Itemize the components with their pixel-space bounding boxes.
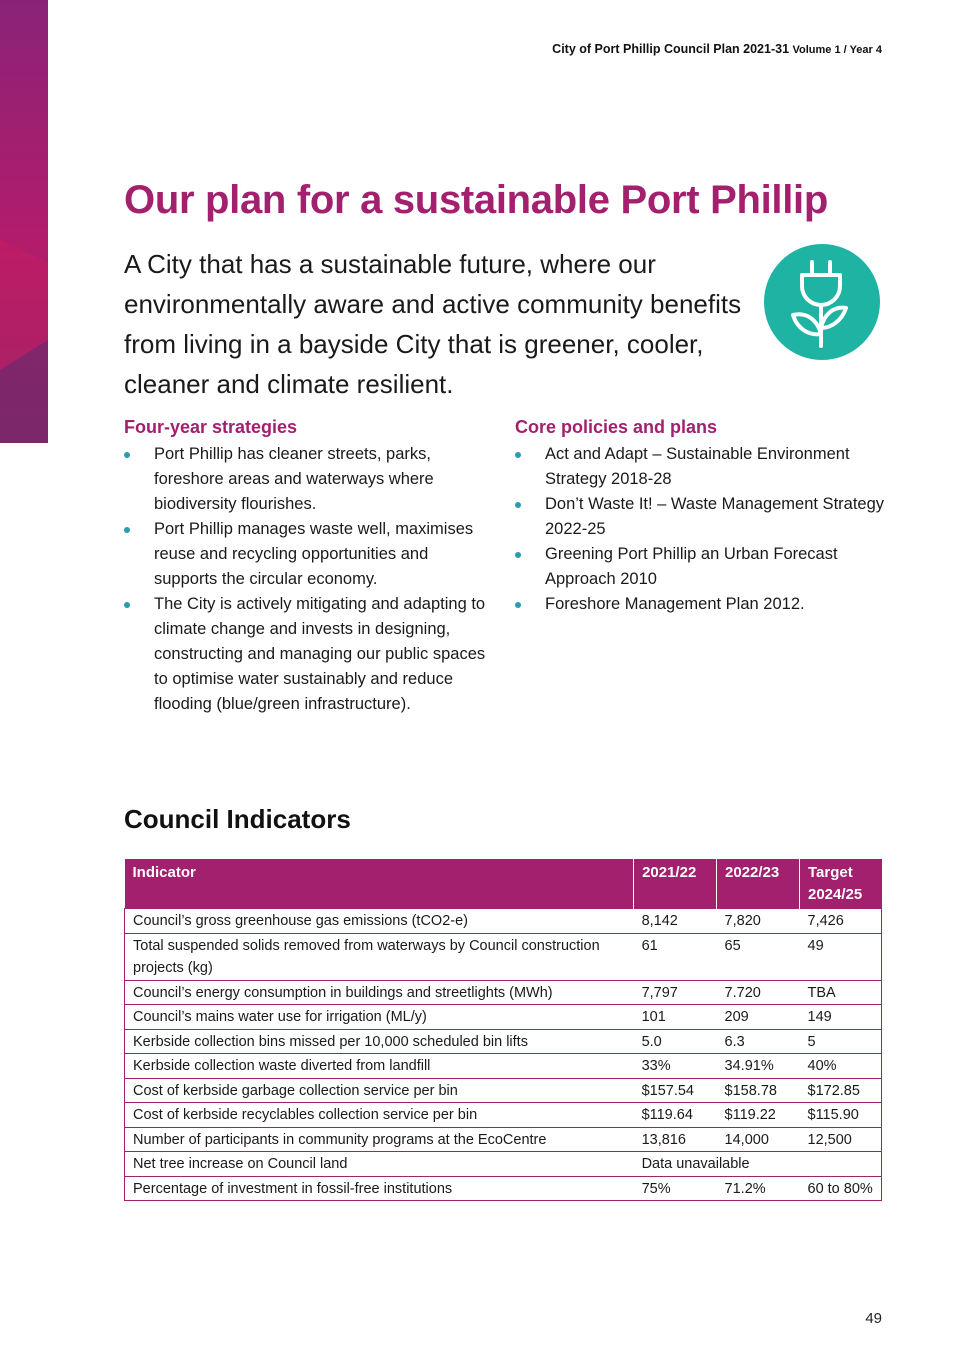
bullet-icon [124, 602, 130, 608]
table-cell: 61 [634, 933, 717, 980]
table-cell: 34.91% [717, 1054, 800, 1079]
table-cell: 14,000 [717, 1127, 800, 1152]
document-title: City of Port Phillip Council Plan 2021-31 [552, 42, 790, 56]
core-policies-section [515, 414, 887, 617]
table-cell: 8,142 [634, 909, 717, 934]
bullet-icon [124, 527, 130, 533]
list-item: Act and Adapt – Sustainable Environment Strategy 2018-28 [515, 442, 887, 492]
running-header [552, 42, 882, 56]
table-cell: Kerbside collection bins missed per 10,000 scheduled bin lifts [125, 1029, 634, 1054]
table-row [125, 1005, 882, 1030]
table-cell: 7.720 [717, 980, 800, 1005]
table-cell: Council’s energy consumption in buildings and streetlights (MWh) [125, 980, 634, 1005]
table-cell: 13,816 [634, 1127, 717, 1152]
bullet-icon [515, 552, 521, 558]
table-row [125, 909, 882, 934]
table-cell: Cost of kerbside recyclables collection service per bin [125, 1103, 634, 1128]
table-cell: 5 [800, 1029, 882, 1054]
table-cell: 7,820 [717, 909, 800, 934]
column-header: Target 2024/25 [800, 859, 882, 909]
table-cell: $115.90 [800, 1103, 882, 1128]
table-cell: 40% [800, 1054, 882, 1079]
table-cell: Council’s mains water use for irrigation (ML/y) [125, 1005, 634, 1030]
table-cell: 6.3 [717, 1029, 800, 1054]
table-row [125, 1103, 882, 1128]
bullet-icon [515, 452, 521, 458]
intro-statement: A City that has a sustainable future, where our environmentally aware and active community benefits from living in a bayside City that is greener, cooler, cleaner and climate resilient. [124, 249, 742, 399]
column-header: 2022/23 [717, 859, 800, 909]
table-row [125, 1176, 882, 1201]
table-cell: $157.54 [634, 1078, 717, 1103]
list-item: The City is actively mitigating and adapting to climate change and invests in designing, constructing and managing our public spaces to optimise water sustainably and reduce flooding (blue/green infrastructure). [124, 592, 496, 717]
table-cell: Data unavailable [634, 1152, 882, 1177]
table-cell: 5.0 [634, 1029, 717, 1054]
table-cell: Cost of kerbside garbage collection service per bin [125, 1078, 634, 1103]
council-indicators-table [124, 859, 882, 1201]
table-row [125, 1054, 882, 1079]
table-cell: 7,797 [634, 980, 717, 1005]
table-cell: Kerbside collection waste diverted from landfill [125, 1054, 634, 1079]
list-item: Don’t Waste It! – Waste Management Strategy 2022-25 [515, 492, 887, 542]
list-item: Port Phillip manages waste well, maximises reuse and recycling opportunities and supports the circular economy. [124, 517, 496, 592]
table-row [125, 1029, 882, 1054]
table-cell: $158.78 [717, 1078, 800, 1103]
table-cell: $119.64 [634, 1103, 717, 1128]
table-cell: 149 [800, 1005, 882, 1030]
table-cell: $119.22 [717, 1103, 800, 1128]
list-item: Port Phillip has cleaner streets, parks, foreshore areas and waterways where biodiversity flourishes. [124, 442, 496, 517]
table-cell: 209 [717, 1005, 800, 1030]
plug-leaf-icon [762, 242, 882, 362]
table-cell: Net tree increase on Council land [125, 1152, 634, 1177]
table-cell: $172.85 [800, 1078, 882, 1103]
bullet-icon [515, 502, 521, 508]
strategies-heading: Four-year strategies [124, 417, 298, 437]
table-row [125, 980, 882, 1005]
table-cell: 33% [634, 1054, 717, 1079]
table-cell: Council’s gross greenhouse gas emissions (tCO2-e) [125, 909, 634, 934]
table-cell: 65 [717, 933, 800, 980]
table-row [125, 1152, 882, 1177]
strategies-list [124, 442, 496, 717]
table-cell: 60 to 80% [800, 1176, 882, 1201]
list-item: Foreshore Management Plan 2012. [515, 592, 887, 617]
volume-label: Volume 1 / Year 4 [792, 44, 882, 56]
table-row [125, 1127, 882, 1152]
table-row [125, 1078, 882, 1103]
policies-list [515, 442, 887, 617]
four-year-strategies-section [124, 414, 496, 717]
bullet-icon [124, 452, 130, 458]
table-row [125, 933, 882, 980]
table-cell: TBA [800, 980, 882, 1005]
column-header: Indicator [125, 859, 634, 909]
table-cell: 49 [800, 933, 882, 980]
bullet-icon [515, 602, 521, 608]
table-cell: 101 [634, 1005, 717, 1030]
side-decorative-bar [0, 0, 48, 443]
list-item: Greening Port Phillip an Urban Forecast Approach 2010 [515, 542, 887, 592]
column-header: 2021/22 [634, 859, 717, 909]
table-cell: Number of participants in community programs at the EcoCentre [125, 1127, 634, 1152]
table-cell: Total suspended solids removed from waterways by Council construction projects (kg) [125, 933, 634, 980]
table-cell: 75% [634, 1176, 717, 1201]
table-cell: 7,426 [800, 909, 882, 934]
table-cell: 71.2% [717, 1176, 800, 1201]
page-number: 49 [865, 1310, 882, 1327]
table-header-row [125, 859, 882, 909]
council-indicators-heading: Council Indicators [124, 804, 351, 834]
page-title: Our plan for a sustainable Port Phillip [124, 178, 828, 222]
table-cell: Percentage of investment in fossil-free institutions [125, 1176, 634, 1201]
policies-heading: Core policies and plans [515, 417, 718, 437]
table-cell: 12,500 [800, 1127, 882, 1152]
